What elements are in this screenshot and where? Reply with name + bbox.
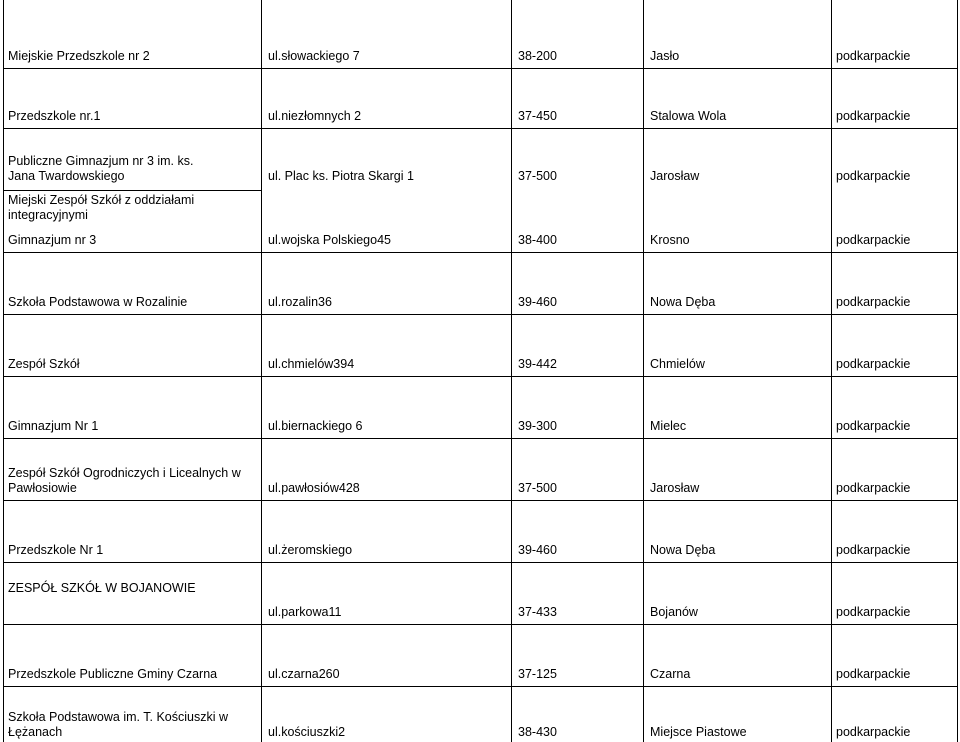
school-name: Przedszkole Nr 1	[8, 543, 104, 557]
school-name: Zespół Szkół	[8, 357, 80, 371]
school-name-note: Miejski Zespół Szkół z oddziałami integracyjnymi	[8, 193, 195, 222]
street-address: ul. Plac ks. Piotra Skargi 1	[268, 169, 414, 183]
province: podkarpackie	[836, 543, 911, 557]
province: podkarpackie	[836, 481, 911, 495]
street-address: ul.rozalin36	[268, 295, 332, 309]
postal-code: 38-400	[518, 233, 557, 247]
street-address: ul.słowackiego 7	[268, 49, 360, 63]
street-address: ul.wojska Polskiego45	[268, 233, 391, 247]
table-row	[0, 438, 960, 500]
province: podkarpackie	[836, 605, 911, 619]
table-row	[0, 0, 960, 68]
school-name: Publiczne Gimnazjum nr 3 im. ks. Jana Twardowskiego	[8, 154, 194, 183]
school-name: Szkoła Podstawowa w Rozalinie	[8, 295, 188, 309]
postal-code: 37-125	[518, 667, 557, 681]
province: podkarpackie	[836, 233, 911, 247]
province: podkarpackie	[836, 49, 911, 63]
postal-code: 39-460	[518, 543, 557, 557]
street-address: ul.czarna260	[268, 667, 340, 681]
school-name: ZESPÓŁ SZKÓŁ W BOJANOWIE	[8, 581, 196, 595]
city: Jarosław	[650, 169, 700, 183]
table-row	[0, 314, 960, 376]
province: podkarpackie	[836, 725, 911, 739]
city: Nowa Dęba	[650, 543, 716, 557]
school-name: Zespół Szkół Ogrodniczych i Licealnych w Pawłosiowie	[8, 466, 241, 495]
province: podkarpackie	[836, 295, 911, 309]
postal-code: 37-450	[518, 109, 557, 123]
province: podkarpackie	[836, 667, 911, 681]
street-address: ul.parkowa11	[268, 605, 342, 619]
street-address: ul.pawłosiów428	[268, 481, 360, 495]
city: Stalowa Wola	[650, 109, 727, 123]
table-row	[0, 252, 960, 314]
street-address: ul.niezłomnych 2	[268, 109, 362, 123]
city: Miejsce Piastowe	[650, 725, 747, 739]
street-address: ul.żeromskiego	[268, 543, 353, 557]
city: Jasło	[650, 49, 680, 63]
city: Nowa Dęba	[650, 295, 716, 309]
postal-code: 39-442	[518, 357, 557, 371]
street-address: ul.kościuszki2	[268, 725, 346, 739]
postal-code: 38-430	[518, 725, 557, 739]
postal-code: 39-460	[518, 295, 557, 309]
street-address: ul.biernackiego 6	[268, 419, 363, 433]
table-row	[0, 68, 960, 128]
postal-code: 37-500	[518, 481, 557, 495]
school-name: Gimnazjum Nr 1	[8, 419, 99, 433]
table-row	[0, 190, 960, 252]
province: podkarpackie	[836, 419, 911, 433]
table-row	[0, 686, 960, 742]
postal-code: 39-300	[518, 419, 557, 433]
street-address: ul.chmielów394	[268, 357, 355, 371]
table-row	[0, 500, 960, 562]
school-name: Przedszkole nr.1	[8, 109, 101, 123]
postal-code: 37-500	[518, 169, 557, 183]
city: Chmielów	[650, 357, 705, 371]
province: podkarpackie	[836, 109, 911, 123]
province: podkarpackie	[836, 357, 911, 371]
province: podkarpackie	[836, 169, 911, 183]
postal-code: 37-433	[518, 605, 557, 619]
postal-code: 38-200	[518, 49, 557, 63]
school-name: Gimnazjum nr 3	[8, 233, 97, 247]
school-name: Miejskie Przedszkole nr 2	[8, 49, 150, 63]
table-row	[0, 128, 960, 188]
table-row	[0, 562, 960, 624]
city: Czarna	[650, 667, 691, 681]
city: Krosno	[650, 233, 690, 247]
city: Bojanów	[650, 605, 698, 619]
city: Mielec	[650, 419, 687, 433]
table-row	[0, 624, 960, 686]
school-name: Przedszkole Publiczne Gminy Czarna	[8, 667, 218, 681]
table-row	[0, 376, 960, 438]
city: Jarosław	[650, 481, 700, 495]
school-name: Szkoła Podstawowa im. T. Kościuszki w Łężanach	[8, 710, 228, 739]
